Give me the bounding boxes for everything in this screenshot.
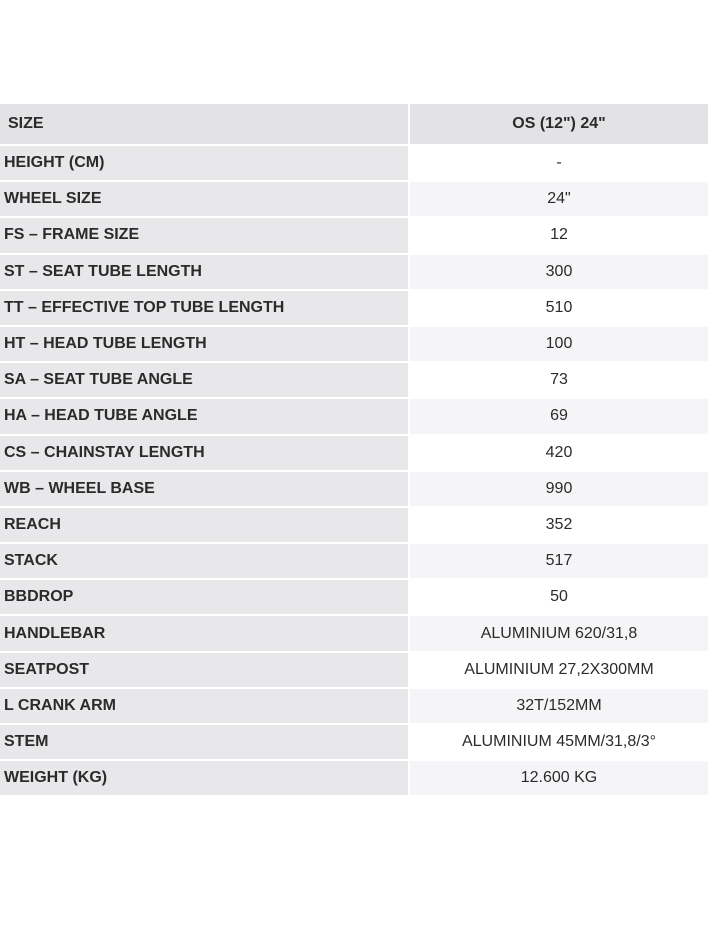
row-value: 510 [408,291,708,327]
row-label: ST – SEAT TUBE LENGTH [0,255,408,291]
table-row [0,580,708,616]
row-label: WHEEL SIZE [0,182,408,218]
geometry-spec-table [0,104,708,797]
row-value: 352 [408,508,708,544]
row-label: REACH [0,508,408,544]
table-row [0,182,708,218]
row-label: HANDLEBAR [0,616,408,652]
table-row [0,327,708,363]
table-row [0,255,708,291]
table-row [0,653,708,689]
header-size-value: OS (12") 24" [408,104,708,146]
table-row [0,616,708,652]
row-value: 100 [408,327,708,363]
table-row [0,399,708,435]
row-value: 420 [408,436,708,472]
table-row [0,725,708,761]
row-label: WEIGHT (KG) [0,761,408,797]
row-label: FS – FRAME SIZE [0,218,408,254]
row-label: HEIGHT (CM) [0,146,408,182]
table-row [0,761,708,797]
row-label: HA – HEAD TUBE ANGLE [0,399,408,435]
row-value: 32T/152MM [408,689,708,725]
row-label: SEATPOST [0,653,408,689]
row-label: HT – HEAD TUBE LENGTH [0,327,408,363]
row-label: TT – EFFECTIVE TOP TUBE LENGTH [0,291,408,327]
table-row [0,146,708,182]
row-value: 24" [408,182,708,218]
table-row [0,436,708,472]
row-label: STEM [0,725,408,761]
table-header-row [0,104,708,146]
row-label: BBDROP [0,580,408,616]
row-value: - [408,146,708,182]
row-value: 990 [408,472,708,508]
row-value: 12 [408,218,708,254]
row-value: 50 [408,580,708,616]
row-value: 12.600 KG [408,761,708,797]
row-label: SA – SEAT TUBE ANGLE [0,363,408,399]
table-row [0,218,708,254]
header-size-label: SIZE [0,104,408,146]
row-value: 69 [408,399,708,435]
table-row [0,363,708,399]
row-value: ALUMINIUM 620/31,8 [408,616,708,652]
table-row [0,689,708,725]
row-value: ALUMINIUM 27,2X300MM [408,653,708,689]
row-label: L CRANK ARM [0,689,408,725]
row-value: 73 [408,363,708,399]
table-row [0,291,708,327]
row-value: 517 [408,544,708,580]
table-row [0,508,708,544]
row-label: CS – CHAINSTAY LENGTH [0,436,408,472]
row-value: 300 [408,255,708,291]
table-row [0,544,708,580]
row-label: WB – WHEEL BASE [0,472,408,508]
row-value: ALUMINIUM 45MM/31,8/3° [408,725,708,761]
row-label: STACK [0,544,408,580]
table-row [0,472,708,508]
